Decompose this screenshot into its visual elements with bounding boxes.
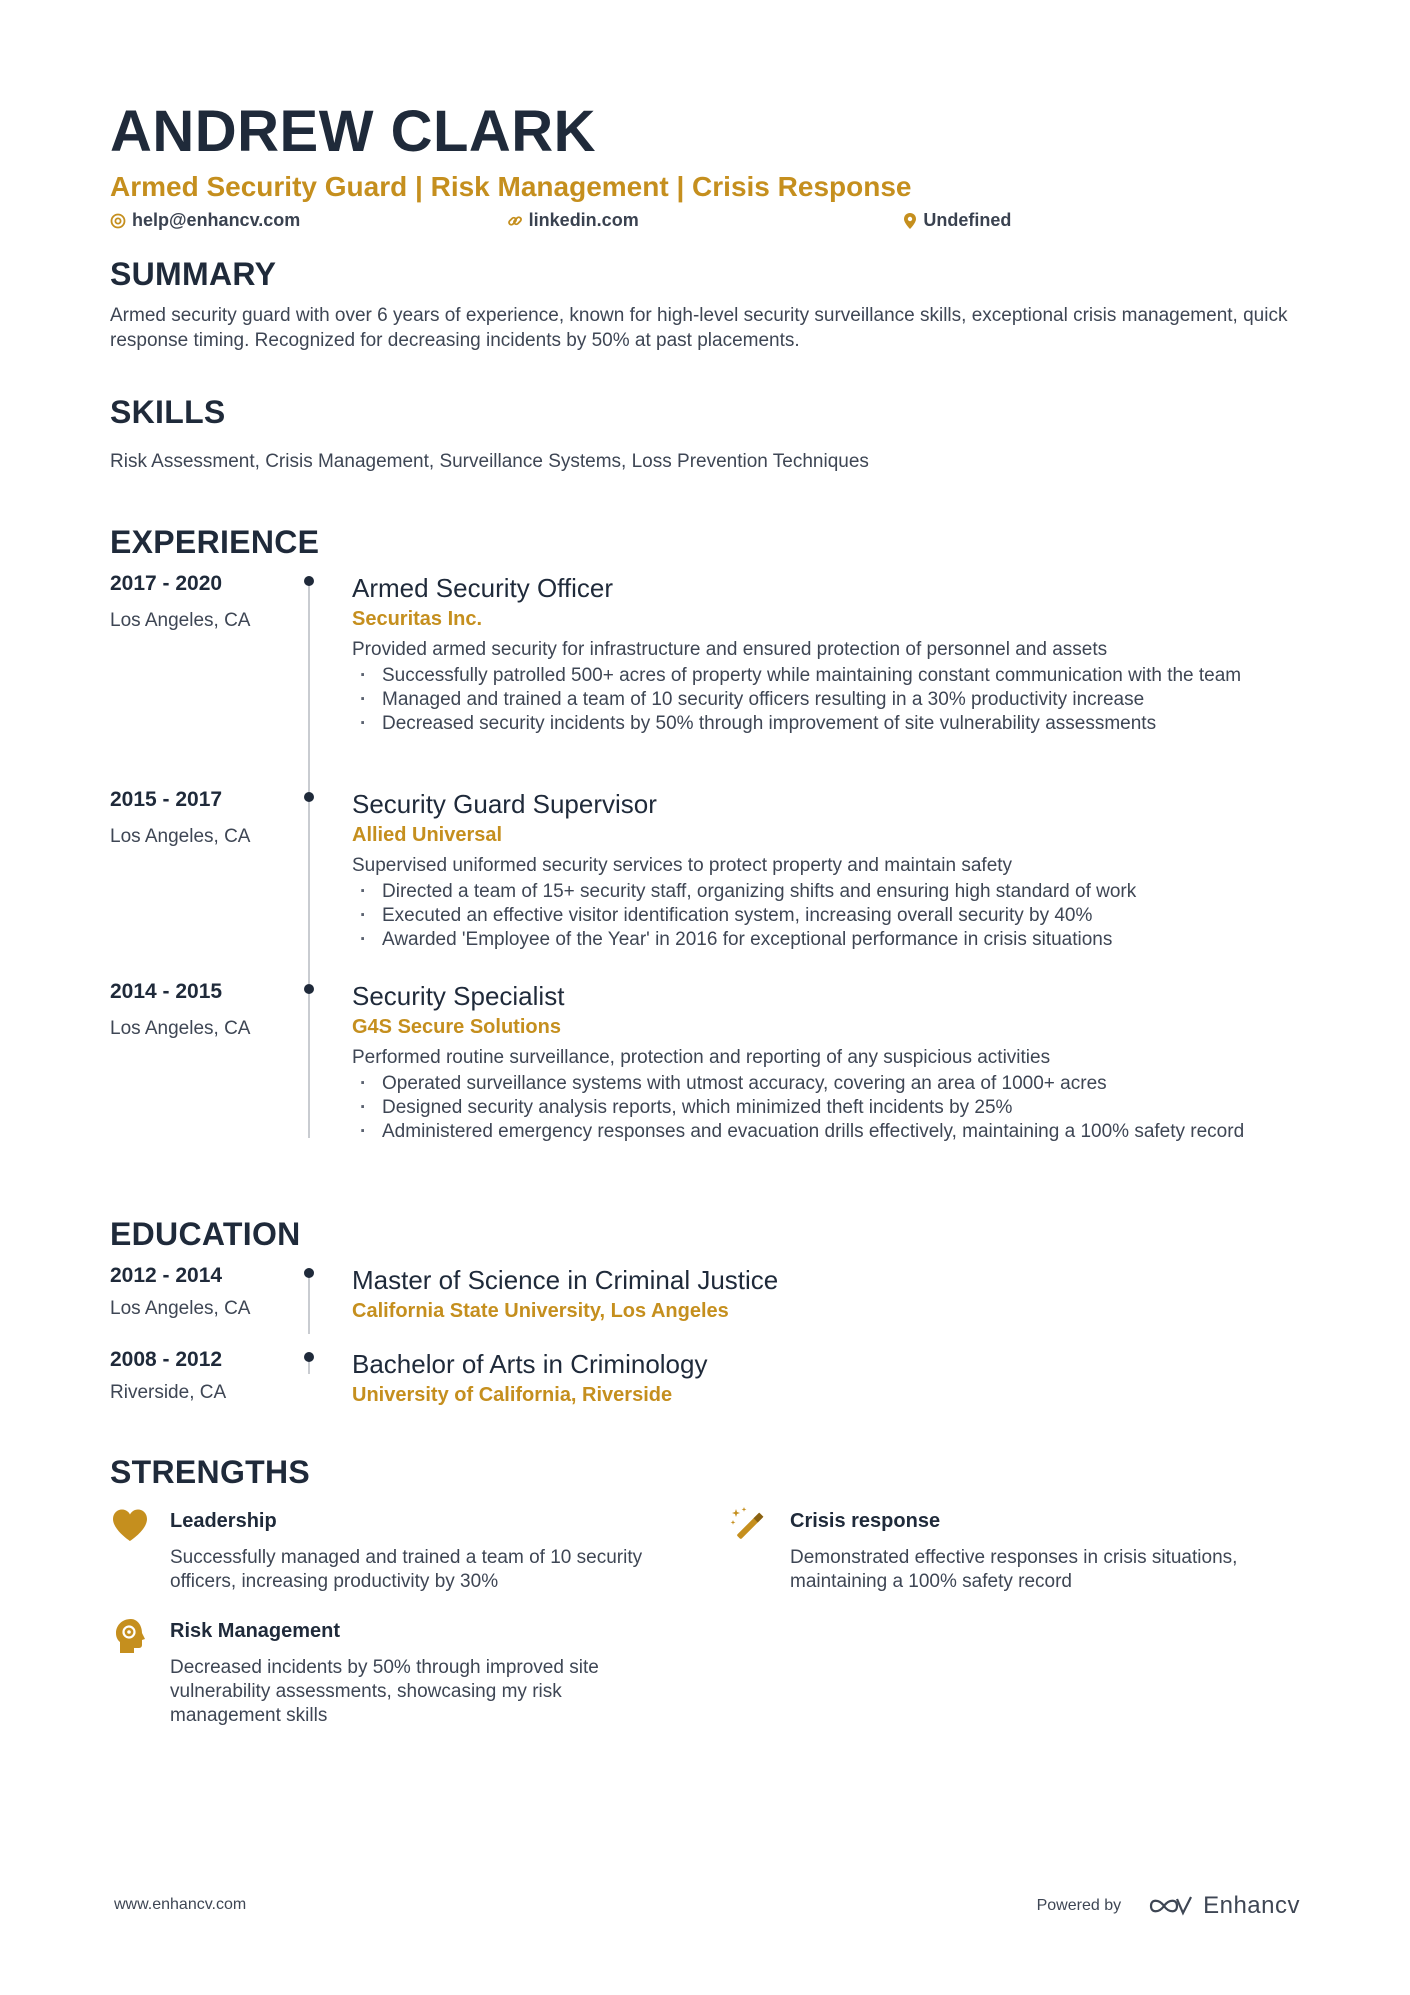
summary-section [110,256,1300,353]
timeline-line [308,576,310,800]
education-school: California State University, Los Angeles [352,1300,729,1322]
timeline-dot [304,1268,314,1278]
link-icon [507,213,523,229]
powered-by [1037,1892,1300,1920]
contact-email[interactable] [110,210,507,231]
head-mind-icon [110,1616,150,1656]
experience-dates: 2015 - 2017 [110,788,223,811]
experience-company: G4S Secure Solutions [352,1016,561,1038]
contact-row [110,210,1300,231]
timeline-dot [304,1352,314,1362]
strengths-heading: STRENGTHS [110,1454,311,1490]
at-sign-icon [110,213,126,229]
education-location: Riverside, CA [110,1382,227,1403]
experience-section [110,524,1300,1142]
education-dates: 2012 - 2014 [110,1264,223,1287]
experience-location: Los Angeles, CA [110,1018,251,1039]
strength-title: Crisis response [790,1510,941,1532]
bullet-item: · Directed a team of 15+ security staff, organizing shifts and ensuring high standard of work [352,880,1302,904]
experience-description: Provided armed security for infrastructure and ensured protection of personnel and assets [352,639,1108,660]
strength-description: Successfully managed and trained a team of 10 security officers, increasing productivity by 30% [170,1547,643,1592]
education-section [110,1216,1300,1406]
experience-heading: EXPERIENCE [110,524,320,560]
bullet-item: · Awarded 'Employee of the Year' in 2016 for exceptional performance in crisis situations [352,928,1302,952]
powered-by-label: Powered by [1036,1897,1122,1914]
bullet-item: · Managed and trained a team of 10 security officers resulting in a 30% productivity increase [352,688,1302,712]
strength-title: Risk Management [170,1620,341,1642]
experience-bullets [352,1072,1302,1144]
location-pin-icon [903,212,917,230]
linkedin-text: linkedin.com [528,210,639,230]
education-dates: 2008 - 2012 [110,1348,223,1371]
timeline-dot [304,576,314,586]
bullet-item: · Operated surveillance systems with utmost accuracy, covering an area of 1000+ acres [352,1072,1302,1096]
enhancv-logo-icon [1147,1893,1195,1919]
resume-page [110,96,1300,1726]
timeline-line [308,986,310,1138]
experience-description: Supervised uniformed security services to protect property and maintain safety [352,855,1013,876]
strength-description: Demonstrated effective responses in crisis situations, maintaining a 100% safety record [790,1547,1238,1592]
strength-description: Decreased incidents by 50% through improved site vulnerability assessments, showcasing my risk management skills [170,1657,599,1726]
skills-text: Risk Assessment, Crisis Management, Surveillance Systems, Loss Prevention Techniques [110,451,869,472]
magic-wand-icon [730,1506,770,1546]
education-school: University of California, Riverside [352,1384,673,1406]
strengths-section [110,1454,1300,1726]
heart-icon [110,1506,150,1546]
experience-role: Armed Security Officer [352,573,614,603]
bullet-item: · Executed an effective visitor identification system, increasing overall security by 40% [352,904,1302,928]
experience-role: Security Specialist [352,981,565,1011]
experience-dates: 2014 - 2015 [110,980,223,1003]
bullet-item: · Administered emergency responses and evacuation drills effectively, maintaining a 100% safety record [352,1120,1302,1144]
bullet-item: · Decreased security incidents by 50% through improvement of site vulnerability assessments [352,712,1302,736]
location-text: Undefined [923,210,1012,230]
timeline-dot [304,984,314,994]
skills-heading: SKILLS [110,394,226,430]
experience-location: Los Angeles, CA [110,610,251,631]
experience-bullets [352,880,1302,952]
experience-description: Performed routine surveillance, protection and reporting of any suspicious activities [352,1047,1051,1068]
header [110,96,1300,231]
timeline-dot [304,792,314,802]
bullet-item: · Designed security analysis reports, which minimized theft incidents by 25% [352,1096,1302,1120]
education-degree: Bachelor of Arts in Criminology [352,1349,708,1379]
education-location: Los Angeles, CA [110,1298,251,1319]
candidate-title: Armed Security Guard | Risk Management | Crisis Response [110,171,912,202]
education-degree: Master of Science in Criminal Justice [352,1265,779,1295]
summary-heading: SUMMARY [110,256,277,292]
summary-text: Armed security guard with over 6 years of experience, known for high-level security surveillance skills, exceptional crisis management, quick response timing. Recognized for decreasing incidents by 50% at past placements. [110,305,1288,351]
footer-site-link[interactable]: www.enhancv.com [114,1896,247,1913]
skills-section [110,394,1300,474]
bullet-item: · Successfully patrolled 500+ acres of property while maintaining constant communication with the team [352,664,1302,688]
experience-company: Securitas Inc. [352,608,483,630]
experience-role: Security Guard Supervisor [352,789,657,819]
experience-location: Los Angeles, CA [110,826,251,847]
experience-company: Allied Universal [352,824,503,846]
strength-title: Leadership [170,1510,277,1532]
experience-dates: 2017 - 2020 [110,572,223,595]
contact-location [903,210,1300,231]
contact-linkedin[interactable] [507,210,904,231]
education-heading: EDUCATION [110,1216,301,1252]
enhancv-brand[interactable]: Enhancv [1203,1892,1300,1919]
timeline-line [308,794,310,984]
email-text: help@enhancv.com [132,210,301,230]
candidate-name: ANDREW CLARK [110,99,597,164]
experience-bullets [352,664,1302,736]
